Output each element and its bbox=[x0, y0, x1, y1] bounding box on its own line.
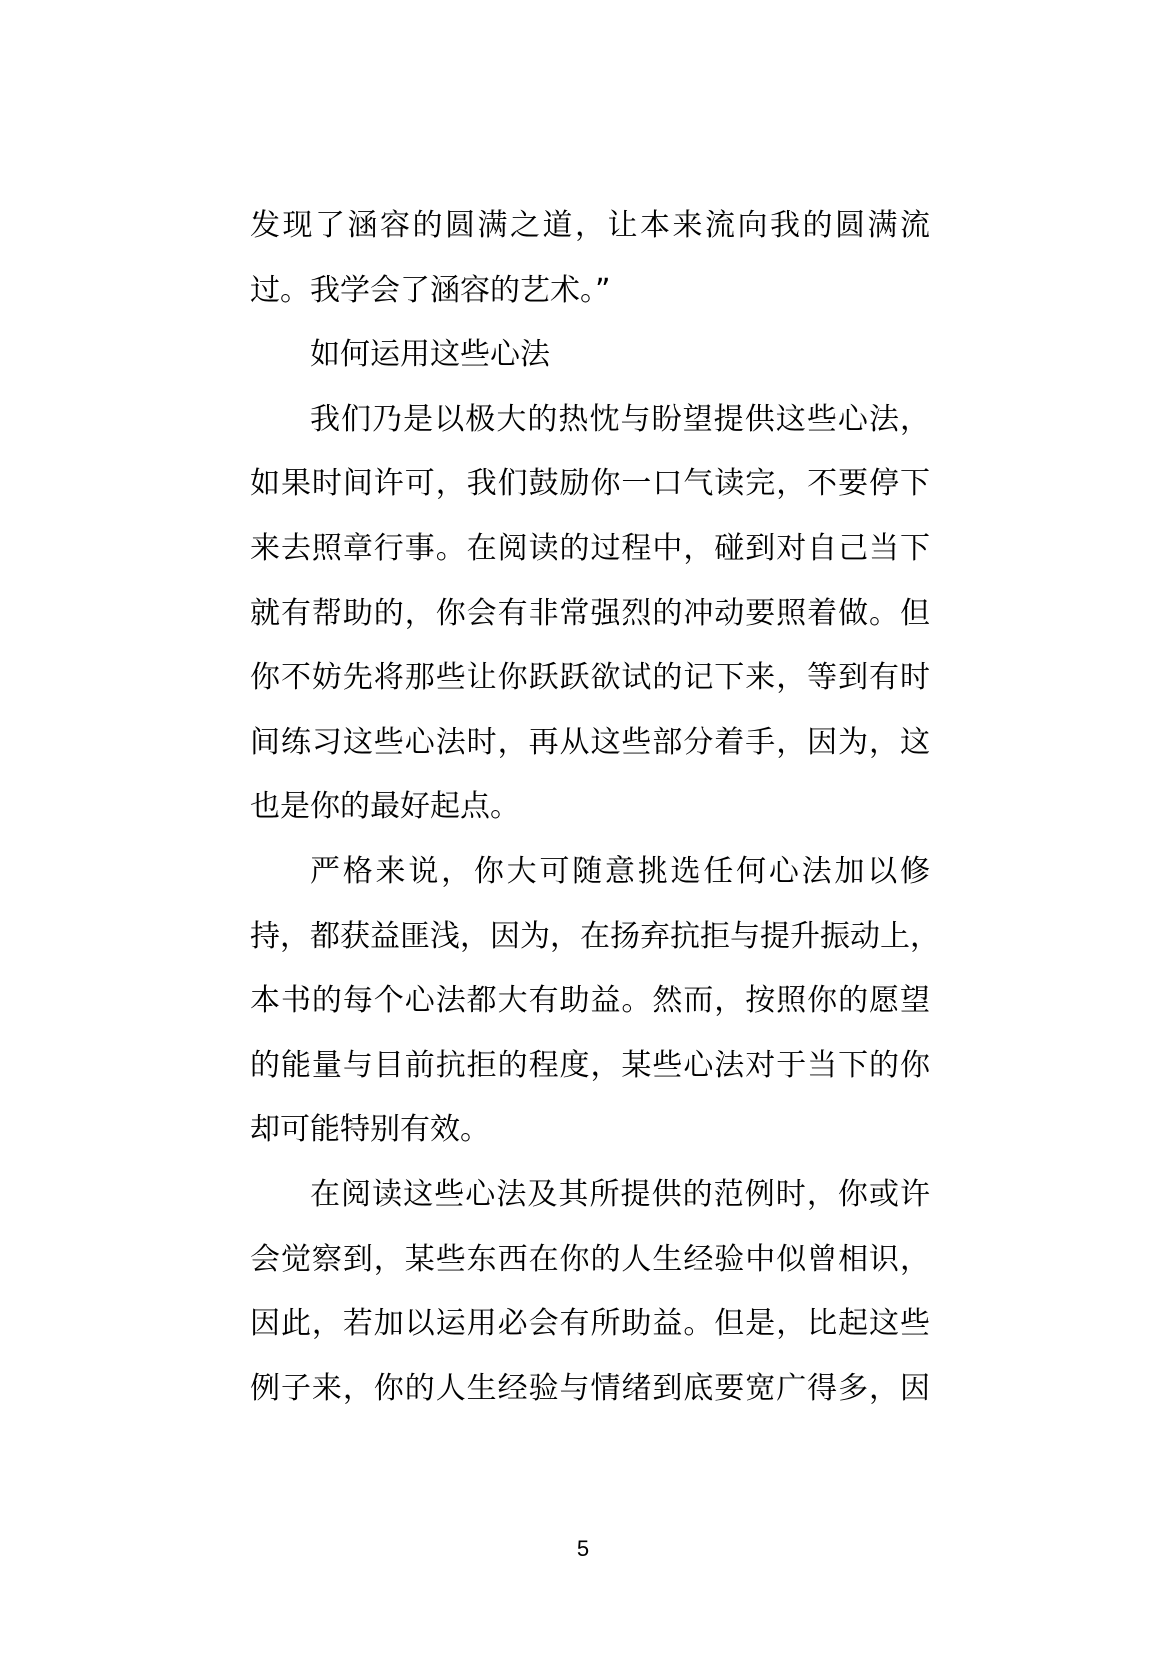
text-line: 发现了涵容的圆满之道，让本来流向我的圆满流 bbox=[250, 208, 930, 243]
text-line: 来去照章行事。在阅读的过程中，碰到对自己当下 bbox=[250, 530, 930, 566]
text-line: 也是你的最好起点。 bbox=[250, 789, 520, 825]
text-line: 会觉察到，某些东西在你的人生经验中似曾相识， bbox=[250, 1241, 930, 1277]
text-line: 如果时间许可，我们鼓励你一口气读完，不要停下 bbox=[250, 466, 930, 502]
text-line: 持，都获益匪浅，因为，在扬弃抗拒与提升振动上， bbox=[250, 918, 940, 954]
text-line: 却可能特别有效。 bbox=[250, 1112, 490, 1148]
text-line: 如何运用这些心法 bbox=[310, 337, 550, 373]
page-number: 5 bbox=[576, 1536, 590, 1561]
text-line: 你不妨先将那些让你跃跃欲试的记下来，等到有时 bbox=[250, 660, 930, 696]
text-line: 的能量与目前抗拒的程度，某些心法对于当下的你 bbox=[250, 1047, 930, 1083]
text-line: 例子来，你的人生经验与情绪到底要宽广得多，因 bbox=[250, 1370, 930, 1406]
text-line: 我们乃是以极大的热忱与盼望提供这些心法， bbox=[310, 401, 930, 437]
text-line: 本书的每个心法都大有助益。然而，按照你的愿望 bbox=[250, 983, 930, 1019]
text-line: 间练习这些心法时，再从这些部分着手，因为，这 bbox=[250, 724, 930, 760]
text-line: 严格来说，你大可随意挑选任何心法加以修 bbox=[310, 853, 930, 889]
text-line: 就有帮助的，你会有非常强烈的冲动要照着做。但 bbox=[250, 595, 930, 631]
text-line: 过。我学会了涵容的艺术。” bbox=[250, 272, 611, 308]
text-line: 因此，若加以运用必会有所助益。但是，比起这些 bbox=[250, 1306, 930, 1342]
text-line: 在阅读这些心法及其所提供的范例时，你或许 bbox=[310, 1176, 930, 1212]
page-text-block bbox=[250, 194, 940, 1421]
